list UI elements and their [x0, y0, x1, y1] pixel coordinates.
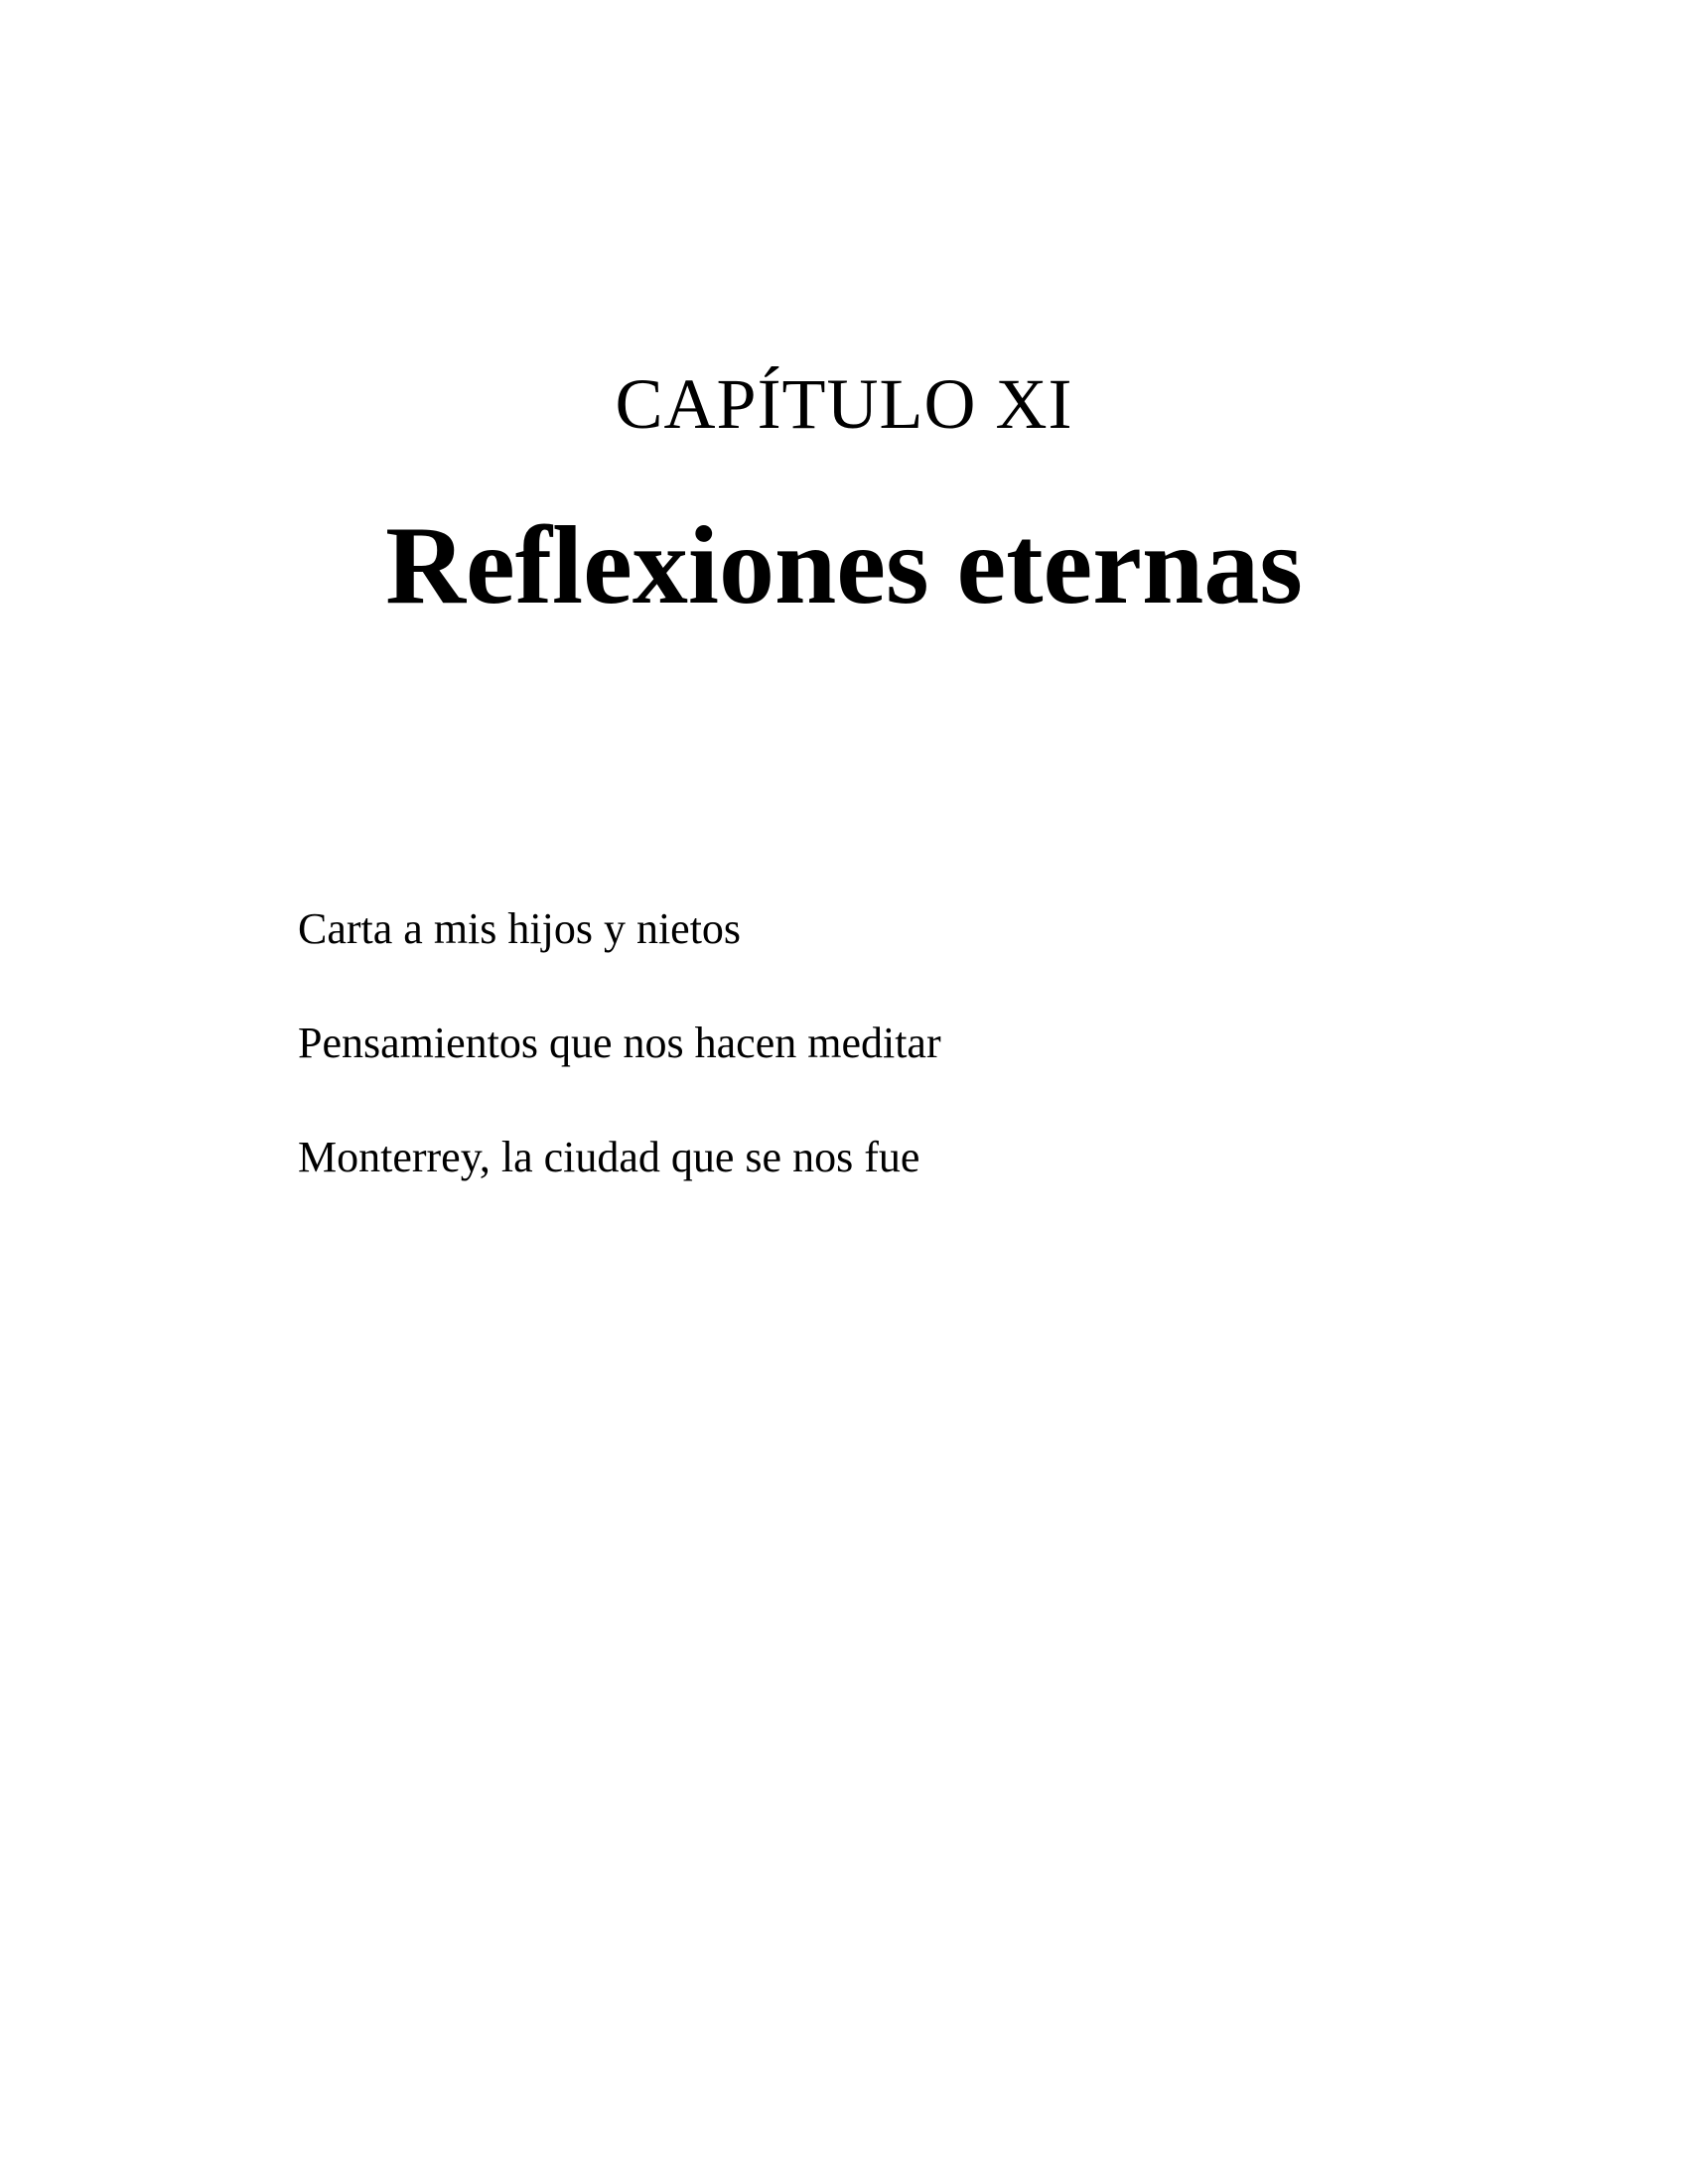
list-item: Monterrey, la ciudad que se nos fue [298, 1132, 920, 1181]
chapter-contents-list [298, 903, 1440, 1245]
chapter-title: Reflexiones eternas [385, 504, 1303, 628]
chapter-number: CAPÍTULO XI [615, 364, 1073, 444]
list-item: Carta a mis hijos y nietos [298, 904, 742, 953]
list-item: Pensamientos que nos hacen meditar [298, 1018, 941, 1067]
